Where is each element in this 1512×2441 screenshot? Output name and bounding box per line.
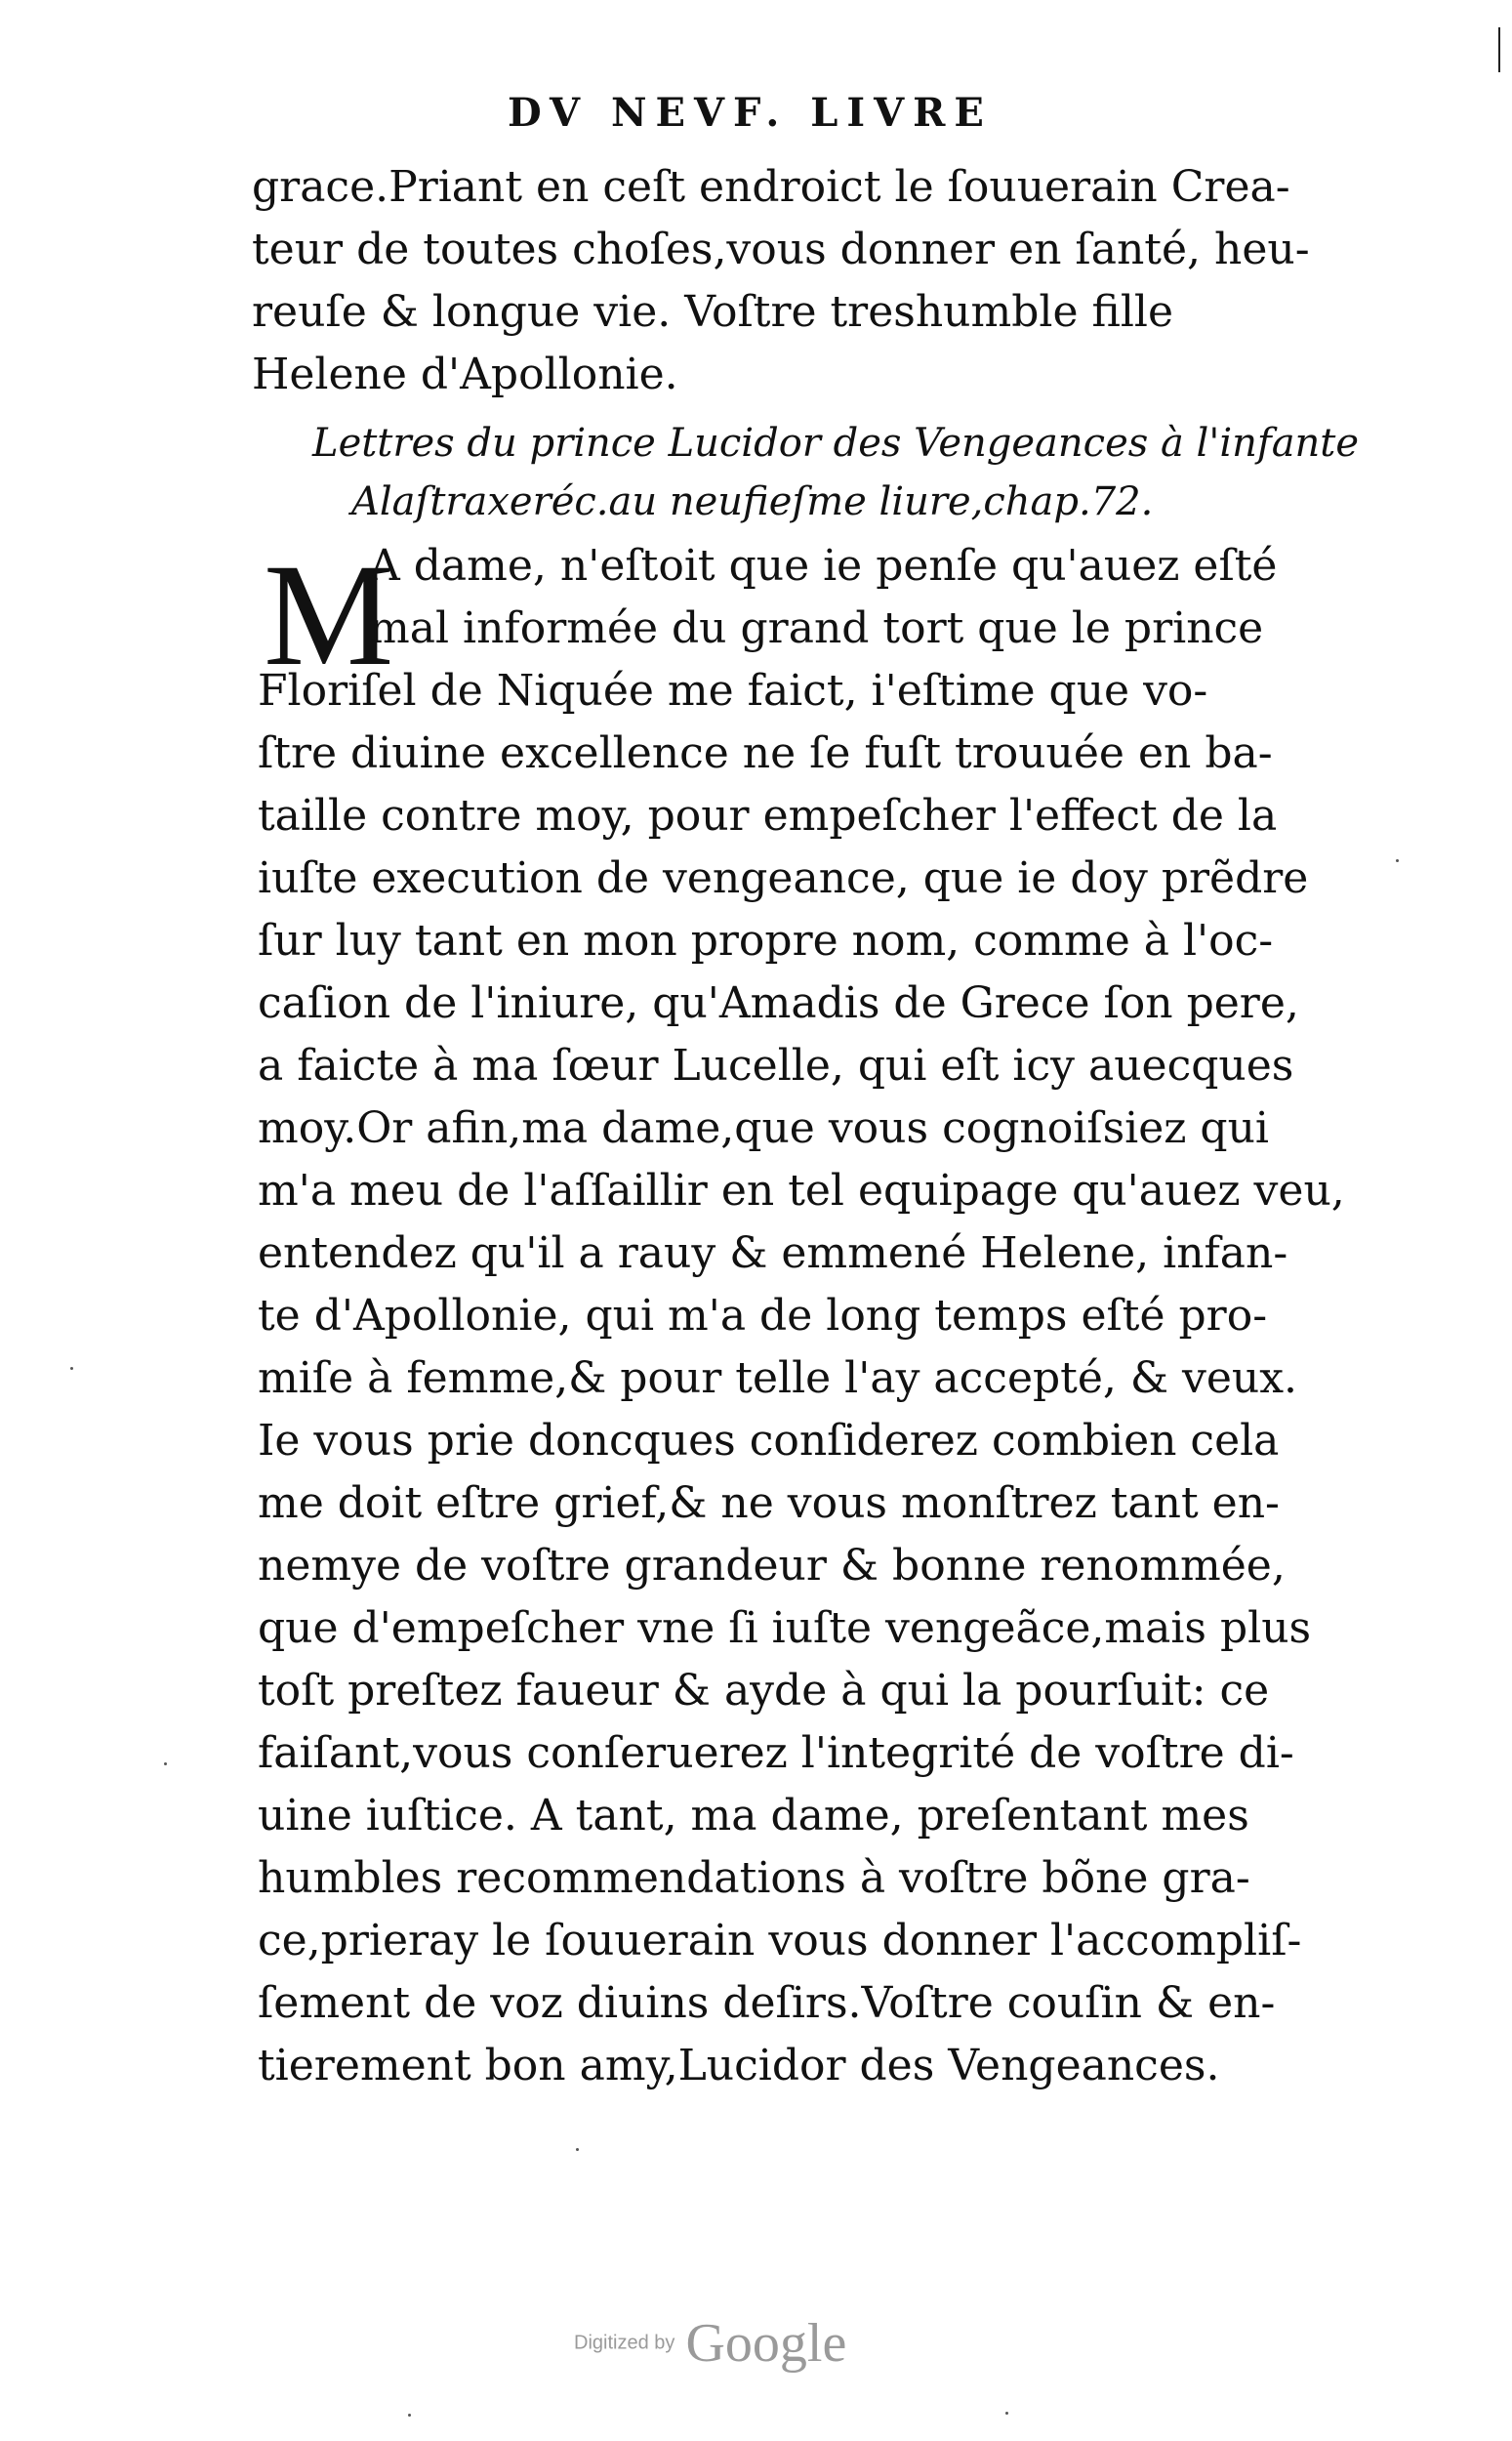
digitized-watermark: [574, 2312, 846, 2375]
scan-speck: [164, 1762, 167, 1765]
text-line: toſt preſtez faueur & ayde à qui la pourſuit: ce: [258, 1666, 1270, 1716]
drop-cap: M: [264, 534, 394, 696]
text-line: faiſant,vous conſeruerez l'integrité de voſtre di-: [258, 1728, 1294, 1778]
google-logo: Google: [685, 2313, 847, 2374]
text-line: te d'Apollonie, qui m'a de long temps eſté pro-: [258, 1291, 1268, 1341]
letter-heading: Lettres du prince Lucidor des Vengeances à l'infante: [312, 421, 1360, 466]
letter-heading: Alaſtraxeréc.au neufieſme liure,chap.72.: [351, 479, 1154, 524]
running-head: DV NEVF. LIVRE: [508, 90, 993, 136]
text-line: reuſe & longue vie. Voſtre treshumble fille: [252, 287, 1174, 337]
text-line: uine iuſtice. A tant, ma dame, preſentant mes: [258, 1791, 1249, 1841]
text-line: Helene d'Apollonie.: [252, 350, 678, 399]
text-line: grace.Priant en ceſt endroict le ſouuerain Crea-: [252, 162, 1290, 212]
text-line: A dame, n'eſtoit que ie penſe qu'auez eſté: [369, 541, 1278, 591]
text-line: m'a meu de l'aſſaillir en tel equipage qu'auez veu,: [258, 1166, 1345, 1216]
text-line: a faicte à ma ſœur Lucelle, qui eſt icy auecques: [258, 1041, 1294, 1091]
text-line: ce,prieray le ſouuerain vous donner l'accompliſ-: [258, 1916, 1302, 1965]
scan-speck: [408, 2414, 411, 2417]
text-line: entendez qu'il a rauy & emmené Helene, infan-: [258, 1228, 1288, 1278]
scan-speck: [1005, 2412, 1008, 2415]
text-line: mal informée du grand tort que le prince: [369, 603, 1264, 653]
text-line: tierement bon amy,Lucidor des Vengeances.: [258, 2041, 1220, 2090]
text-line: me doit eſtre grief,& ne vous monſtrez tant en-: [258, 1478, 1280, 1528]
text-line: iuſte execution de vengeance, que ie doy prẽdre: [258, 853, 1309, 903]
scan-speck: [70, 1367, 73, 1370]
text-line: taille contre moy, pour empeſcher l'effect de la: [258, 791, 1278, 841]
text-line: Ie vous prie doncques conſiderez combien cela: [258, 1416, 1280, 1466]
text-line: teur de toutes choſes,vous donner en ſanté, heu-: [252, 225, 1310, 274]
text-line: moy.Or afin,ma dame,que vous cognoiſsiez qui: [258, 1103, 1269, 1153]
scan-speck: [1396, 859, 1399, 862]
text-line: caſion de l'iniure, qu'Amadis de Grece ſon pere,: [258, 978, 1299, 1028]
page-edge-mark: [1498, 27, 1500, 72]
text-line: nemye de voſtre grandeur & bonne renommée,: [258, 1541, 1286, 1591]
text-line: ſtre diuine excellence ne ſe fuſt trouuée en ba-: [258, 728, 1273, 778]
text-line: humbles recommendations à voſtre bõne gra-: [258, 1853, 1250, 1903]
watermark-prefix: Digitized by: [574, 2332, 675, 2354]
text-line: ſur luy tant en mon propre nom, comme à l'oc-: [258, 916, 1274, 966]
text-line: que d'empeſcher vne ſi iuſte vengeãce,mais plus: [258, 1603, 1312, 1653]
text-line: Floriſel de Niquée me faict, i'eſtime que vo-: [258, 666, 1208, 716]
scan-speck: [576, 2148, 579, 2151]
text-line: ſement de voz diuins deſirs.Voſtre couſin & en-: [258, 1978, 1276, 2028]
text-line: miſe à femme,& pour telle l'ay accepté, & veux.: [258, 1353, 1298, 1403]
